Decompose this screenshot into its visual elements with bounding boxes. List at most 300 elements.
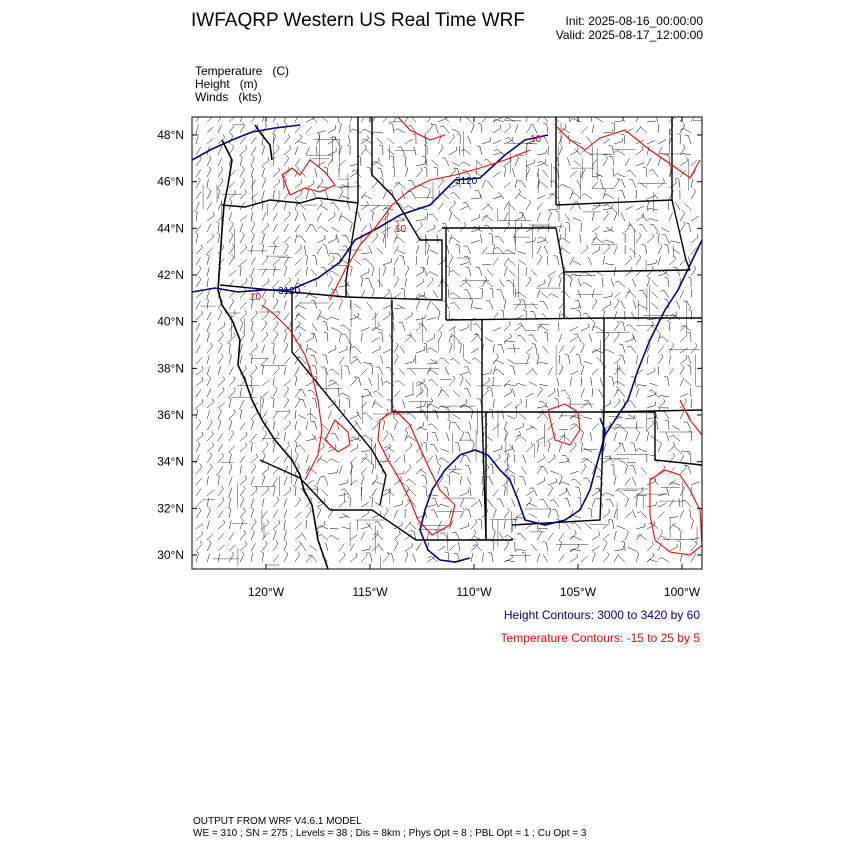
wind-barb (240, 215, 247, 221)
wind-barb-flag (340, 298, 342, 301)
wind-barb (317, 510, 321, 518)
wind-barb-flag (442, 178, 444, 181)
wind-barb (416, 543, 421, 551)
wind-barb (520, 533, 526, 540)
wind-barb (661, 557, 669, 562)
wind-barb-flag (617, 299, 619, 302)
wind-barb-flag (265, 123, 267, 126)
wind-barb (559, 435, 565, 442)
wind-barb-flag (615, 381, 618, 383)
wind-barb (332, 369, 339, 375)
wind-barb-flag (261, 397, 264, 399)
wind-barb (317, 146, 318, 155)
wind-barb (592, 535, 600, 540)
wind-barb-flag (395, 381, 398, 383)
wind-barb (334, 137, 339, 144)
wind-barb (328, 158, 333, 166)
wind-barb-flag (307, 414, 310, 416)
wind-barb-flag (309, 508, 311, 511)
wind-barb (394, 356, 399, 364)
wind-barb-flag (505, 138, 508, 139)
wind-barb (284, 334, 287, 343)
wind-barb (488, 181, 494, 188)
wind-barb-flag (199, 266, 201, 269)
wind-barb (471, 198, 480, 199)
wind-barb (398, 237, 405, 243)
wind-barb (416, 282, 424, 287)
wind-barb-flag (603, 240, 605, 243)
wind-barb-flag (462, 430, 464, 433)
wind-barb (606, 350, 614, 354)
wind-barb (470, 421, 472, 430)
wind-barb (614, 401, 620, 408)
wind-barb (581, 443, 583, 452)
wind-barb-flag (271, 342, 274, 344)
wind-barb (306, 267, 307, 276)
wind-barb (541, 292, 548, 298)
wind-barb (471, 240, 480, 243)
wind-barb (658, 532, 663, 540)
wind-barb (460, 455, 464, 463)
wind-barb-flag (653, 553, 654, 556)
wind-barb (328, 279, 333, 287)
wind-barb (299, 314, 306, 320)
wind-barb-flag (479, 288, 482, 289)
wind-barb-flag (615, 424, 618, 426)
wind-barb-flag (627, 346, 630, 347)
wind-barb-flag (425, 161, 426, 164)
wind-barb (691, 289, 692, 298)
wind-barb-flag (337, 469, 338, 472)
wind-barb (436, 454, 438, 463)
wind-barb (691, 216, 699, 221)
wind-barb-flag (554, 256, 558, 257)
wind-barb (614, 550, 623, 552)
wind-barb (372, 488, 377, 496)
wind-barb-flag (266, 332, 268, 335)
wind-barb (229, 126, 234, 133)
wind-barb-flag (318, 133, 321, 135)
wind-barb (570, 171, 577, 177)
wind-barb-flag (656, 502, 657, 505)
wind-barb-flag (688, 277, 691, 278)
wind-barb (303, 400, 306, 409)
wind-barb-flag (515, 549, 517, 552)
wind-barb (284, 268, 287, 277)
wind-barb (372, 424, 378, 430)
wind-barb (625, 478, 631, 485)
wind-barb-flag (620, 322, 624, 323)
wind-barb-flag (599, 532, 600, 536)
wind-barb (196, 212, 197, 221)
wind-barb-flag (683, 222, 685, 225)
wind-barb (262, 245, 264, 254)
wind-barb-flag (581, 151, 584, 153)
wind-barb-flag (540, 255, 542, 258)
wind-barb-flag (431, 398, 433, 401)
wind-barb (295, 455, 298, 463)
wind-barb (636, 216, 644, 221)
wind-barb (625, 465, 628, 474)
wind-barb (642, 224, 647, 232)
wind-barb (240, 137, 246, 144)
wind-barb-flag (340, 325, 343, 326)
wind-barb-flag (395, 182, 398, 184)
wind-barb (631, 312, 636, 320)
wind-barb (295, 367, 299, 375)
wind-barb (273, 443, 275, 452)
wind-barb-flag (347, 497, 350, 498)
wind-barb (350, 415, 358, 419)
wind-barb (405, 554, 408, 563)
wind-barb (680, 348, 688, 353)
wind-barb (449, 150, 457, 155)
wind-barb (677, 268, 680, 276)
wind-barb (460, 499, 464, 507)
wind-barb-flag (403, 155, 406, 157)
wind-barb (321, 227, 328, 233)
wind-barb (240, 323, 243, 332)
wind-barb (614, 358, 621, 364)
wind-barb (218, 170, 223, 178)
wind-barb-flag (305, 254, 308, 256)
longitude-label: 115°W (352, 585, 388, 599)
wind-barb (592, 182, 598, 188)
wind-barb (240, 235, 244, 243)
wind-barb-flag (351, 111, 353, 114)
wind-barb (196, 147, 201, 155)
wind-barb-flag (222, 453, 224, 456)
wind-barb-flag (267, 442, 269, 445)
wind-barb (405, 157, 406, 166)
wind-barb-flag (510, 366, 513, 367)
wind-barb (196, 234, 198, 243)
wind-barb (229, 380, 235, 387)
wind-barb (504, 300, 506, 309)
wind-barb (570, 327, 578, 331)
wind-barb-flag (687, 453, 690, 454)
wind-barb-flag (375, 522, 378, 523)
wind-barb-flag (494, 149, 497, 151)
wind-barb-flag (274, 529, 277, 531)
wind-barb (350, 267, 352, 276)
wind-barb (529, 503, 537, 507)
wind-barb (537, 532, 542, 540)
wind-barb-flag (376, 475, 378, 478)
wind-barb-flag (550, 500, 553, 501)
wind-barb (196, 192, 201, 200)
wind-barb (514, 454, 515, 463)
wind-barb (218, 345, 222, 353)
wind-barb (273, 389, 277, 397)
wind-barb (625, 499, 629, 507)
wind-barb-flag (350, 265, 353, 267)
wind-barb-flag (419, 324, 423, 325)
wind-barb-flag (559, 540, 562, 542)
wind-barb (570, 471, 579, 474)
wind-barb-flag (566, 222, 569, 223)
wind-barb (295, 523, 302, 529)
wind-barb (443, 193, 450, 199)
wind-barb (577, 202, 581, 210)
wind-barb (617, 526, 625, 529)
wind-barb (383, 555, 389, 562)
wind-barb-flag (245, 476, 246, 479)
wind-barb (383, 227, 391, 232)
latitude-label: 46°N (157, 174, 184, 189)
wind-barb-flag (378, 332, 381, 333)
wind-barb-flag (195, 232, 198, 234)
wind-barb-flag (680, 451, 682, 454)
wind-barb (427, 126, 433, 133)
wind-barb (679, 498, 680, 507)
wind-barb (581, 169, 585, 177)
wind-barb (669, 157, 670, 166)
wind-barb-flag (549, 276, 552, 278)
wind-barb-flag (386, 431, 388, 434)
wind-barb (411, 191, 416, 199)
wind-barb-flag (639, 290, 643, 291)
wind-barb-flag (251, 166, 254, 168)
wind-barb-flag (239, 408, 242, 410)
wind-barb-flag (505, 250, 508, 252)
wind-barb (512, 388, 515, 397)
wind-barb (464, 359, 472, 364)
wind-barb-flag (361, 129, 364, 131)
wind-barb (207, 127, 213, 133)
wind-barb-flag (572, 424, 575, 425)
wind-barb (416, 382, 424, 386)
wind-barb-flag (581, 430, 584, 432)
wind-barb (630, 170, 636, 177)
wind-barb-flag (488, 465, 489, 468)
wind-barb-flag (287, 398, 289, 401)
wind-barb (346, 235, 350, 243)
wind-barb (493, 489, 499, 496)
wind-barb (394, 391, 400, 398)
wind-barb (207, 543, 211, 551)
wind-barb (295, 126, 301, 133)
wind-barb (658, 246, 662, 254)
wind-barb (218, 312, 222, 320)
wind-barb (437, 168, 438, 177)
wind-barb (487, 203, 493, 210)
wind-barb-flag (571, 193, 574, 195)
wind-barb (564, 390, 570, 397)
wind-barb (372, 349, 380, 353)
wind-barb (295, 434, 300, 441)
wind-barb (548, 458, 555, 463)
wind-barb-flag (447, 475, 450, 477)
wind-barb (466, 455, 471, 463)
wind-barb (355, 347, 361, 354)
wind-barb (322, 424, 329, 430)
wind-barb (372, 181, 378, 188)
wind-barb (480, 146, 482, 155)
wind-barb-flag (440, 386, 442, 389)
wind-barb-flag (508, 453, 510, 456)
wind-barb (493, 196, 502, 199)
wind-barb (262, 380, 269, 386)
wind-barb (532, 368, 537, 375)
wind-barb (504, 202, 509, 210)
wind-barb-flag (252, 232, 255, 234)
wind-barb-flag (647, 208, 649, 211)
wind-barb (453, 293, 460, 298)
wind-barb (328, 349, 336, 353)
wind-barb-flag (412, 312, 413, 315)
wind-barb-flag (370, 365, 373, 367)
wind-barb-flag (367, 201, 368, 204)
wind-barb (647, 140, 655, 144)
wind-barb (460, 262, 469, 265)
wind-barb-flag (575, 442, 577, 445)
wind-barb (312, 324, 317, 332)
wind-barb (583, 361, 592, 364)
wind-barb (504, 213, 508, 221)
wind-barb (680, 510, 684, 518)
wind-barb (454, 192, 460, 199)
wind-barb (314, 356, 317, 365)
wind-barb-flag (556, 519, 559, 520)
wind-barb (581, 345, 584, 353)
wind-barb (592, 212, 594, 221)
wind-barb (543, 301, 548, 309)
wind-barb-flag (621, 541, 624, 542)
wind-barb (273, 399, 274, 408)
wind-barb-flag (350, 221, 353, 223)
wind-barb (579, 487, 581, 496)
wind-barb (207, 510, 211, 518)
wind-barb-flag (472, 358, 475, 360)
wind-barb-flag (396, 342, 398, 345)
wind-barb-flag (232, 431, 234, 434)
wind-barb (529, 514, 537, 519)
wind-barb (515, 158, 519, 166)
wind-barb (330, 528, 339, 529)
wind-barb (315, 168, 317, 177)
wind-barb (196, 345, 200, 353)
latitude-label: 34°N (157, 454, 184, 469)
wind-barb (316, 256, 317, 265)
wind-barb (339, 466, 342, 474)
wind-barb-flag (273, 485, 276, 487)
wind-barb-flag (667, 155, 670, 157)
wind-barb-flag (504, 118, 507, 120)
wind-barb (306, 480, 314, 485)
wind-barb (682, 451, 691, 452)
wind-barb (374, 132, 383, 133)
wind-barb (262, 168, 265, 177)
wind-barb (592, 499, 595, 507)
wind-barb (262, 160, 269, 166)
wind-barb-flag (476, 146, 479, 147)
wind-barb (544, 246, 548, 254)
wind-barb (251, 314, 257, 321)
wind-barb (537, 213, 540, 221)
wind-barb (504, 558, 512, 562)
wind-barb (577, 334, 581, 342)
wind-barb (306, 439, 315, 441)
wind-barb-flag (617, 321, 619, 324)
wind-barb (240, 169, 244, 177)
wind-barb (295, 114, 299, 122)
wind-barb-flag (267, 520, 268, 523)
wind-barb (240, 479, 247, 485)
wind-barb (591, 377, 592, 386)
wind-barb (691, 538, 700, 541)
wind-barb-flag (484, 225, 487, 226)
wind-barb (372, 465, 374, 474)
wind-barb (438, 521, 441, 529)
wind-barb (229, 433, 234, 441)
wind-barb-flag (324, 443, 325, 446)
wind-barb (240, 554, 244, 562)
wind-barb (482, 141, 491, 144)
wind-barb-flag (209, 540, 211, 543)
wind-barb (314, 300, 317, 309)
wind-barb-flag (313, 376, 316, 377)
wind-barb-flag (558, 276, 561, 278)
wind-barb (438, 181, 443, 188)
wind-barb (435, 433, 438, 442)
wind-barb (584, 151, 592, 155)
wind-barb (570, 308, 579, 309)
wind-barb-flag (295, 199, 298, 201)
wind-barb (581, 127, 588, 133)
wind-barb (680, 290, 684, 298)
wind-barb (361, 477, 364, 486)
wind-barb (330, 253, 339, 254)
latitude-label: 38°N (157, 361, 184, 376)
wind-barb (229, 466, 232, 475)
wind-barb-flag (198, 441, 200, 444)
wind-barb-flag (560, 314, 563, 316)
wind-barb (580, 234, 581, 243)
wind-barb-flag (222, 486, 224, 489)
wind-barb (196, 257, 201, 265)
wind-barb (647, 121, 656, 122)
wind-barb (687, 422, 691, 430)
wind-barb (251, 498, 254, 507)
wind-barb (229, 181, 235, 188)
wind-barb (262, 335, 268, 342)
wind-barb-flag (261, 243, 264, 245)
wind-barb-flag (495, 236, 498, 237)
wind-barb (547, 124, 548, 133)
wind-barb (652, 303, 659, 309)
wind-barb-flag (234, 387, 236, 390)
wind-barb-flag (610, 422, 611, 425)
wind-barb (506, 384, 515, 386)
wind-barb (402, 399, 405, 408)
wind-barb-flag (637, 183, 640, 185)
wind-barb-flag (234, 311, 235, 314)
wind-barb-flag (267, 487, 268, 490)
wind-barb-flag (518, 324, 521, 325)
wind-barb-flag (377, 531, 378, 534)
wind-barb (471, 218, 479, 221)
wind-barb (658, 140, 666, 144)
wind-barb (471, 533, 476, 541)
wind-barb (400, 346, 406, 353)
wind-barb (372, 337, 380, 342)
wind-barb (622, 190, 625, 199)
wind-barb (584, 282, 592, 287)
wind-barb (295, 147, 298, 156)
wind-barb-flag (478, 123, 481, 124)
wind-barb (251, 322, 253, 331)
